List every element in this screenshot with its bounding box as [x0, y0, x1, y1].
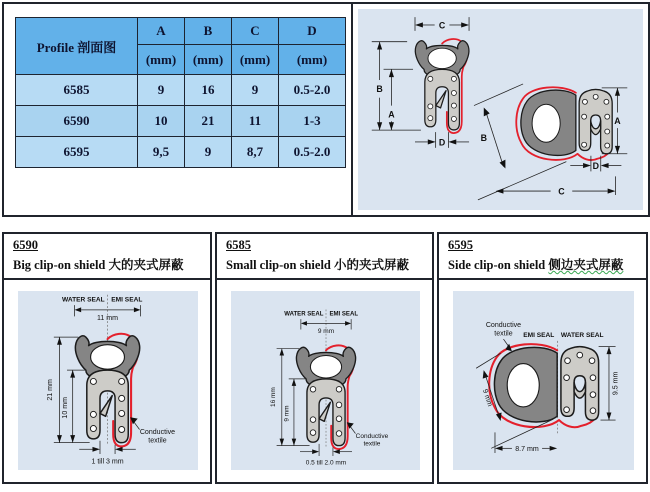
svg-text:textile: textile [148, 437, 167, 445]
profile-code: 6595 [448, 238, 473, 252]
dim-bottom-width [495, 432, 557, 453]
profile-dimensions-table [15, 17, 346, 168]
profile-header-cell: Profile 剖面图 [16, 18, 138, 75]
svg-text:D: D [438, 137, 446, 148]
overview-diagram-area [353, 4, 648, 215]
water-seal-label: WATER SEAL [284, 311, 324, 318]
dim-a-left [384, 69, 413, 130]
profile-id: 6590 [16, 106, 138, 137]
conductive-textile-callout [347, 422, 389, 447]
panel-6590-header [4, 234, 210, 280]
value-c: 8,7 [232, 137, 279, 168]
dim-inner-height [284, 379, 306, 446]
svg-text:B: B [376, 83, 383, 94]
conductive-textile-callout [486, 322, 521, 351]
emi-seal-label: EMI SEAL [523, 332, 555, 340]
profiles-overview-diagram [358, 9, 643, 210]
svg-text:C: C [558, 186, 565, 197]
svg-text:21 mm: 21 mm [46, 379, 54, 401]
svg-text:Conductive: Conductive [485, 321, 522, 329]
value-d: 1-3 [279, 106, 346, 137]
panel-6585 [215, 232, 434, 484]
value-c: 11 [232, 106, 279, 137]
diagram-6585 [231, 291, 420, 470]
svg-text:Conductive: Conductive [355, 432, 389, 440]
dim-d-bottom-right [570, 156, 621, 172]
profile-id: 6595 [16, 137, 138, 168]
clip-profile-cross-section [415, 39, 469, 133]
unit-cell: (mm) [185, 45, 232, 75]
svg-text:Conductive: Conductive [139, 429, 176, 437]
table-row [16, 75, 346, 106]
profile-code: 6585 [226, 238, 251, 252]
profile-code: 6590 [13, 238, 38, 252]
value-b: 9 [185, 137, 232, 168]
svg-text:A: A [614, 116, 621, 127]
panel-6590 [2, 232, 212, 484]
conductive-textile-callout [130, 417, 175, 444]
dim-b-left [372, 42, 421, 130]
svg-text:1 till 3 mm: 1 till 3 mm [91, 458, 124, 466]
col-header-d: D [279, 18, 346, 45]
value-d: 0.5-2.0 [279, 137, 346, 168]
profile-title: Big clip-on shield 大的夹式屏蔽 [13, 258, 184, 272]
dim-d-bottom [415, 132, 469, 148]
water-seal-label: WATER SEAL [62, 296, 105, 304]
svg-text:16 mm: 16 mm [269, 387, 277, 408]
panel-6595-header [439, 234, 646, 280]
diagram-6595 [453, 291, 634, 470]
value-b: 21 [185, 106, 232, 137]
panel-6595-body [439, 282, 646, 482]
value-d: 0.5-2.0 [279, 75, 346, 106]
svg-text:textile: textile [494, 330, 513, 338]
value-a: 9 [138, 75, 185, 106]
emi-seal-label: EMI SEAL [329, 311, 359, 318]
table-header-row [16, 18, 346, 45]
panel-6585-header [217, 234, 432, 280]
panel-6585-body [217, 282, 432, 482]
svg-text:8.7 mm: 8.7 mm [515, 446, 539, 454]
svg-text:10 mm: 10 mm [62, 397, 70, 419]
svg-text:C: C [438, 20, 446, 31]
dim-c-bottom [496, 176, 616, 196]
value-a: 10 [138, 106, 185, 137]
unit-cell: (mm) [279, 45, 346, 75]
col-header-a: A [138, 18, 185, 45]
water-seal-label: WATER SEAL [560, 332, 604, 340]
clip-profile [296, 345, 355, 449]
dim-right-height [599, 347, 620, 420]
profile-title: Side clip-on shield 侧边夹式屏蔽 [448, 258, 624, 272]
table-row [16, 137, 346, 168]
table-row [16, 106, 346, 137]
unit-cell: (mm) [138, 45, 185, 75]
svg-text:textile: textile [363, 440, 381, 448]
side-clip-profile-cross-section [516, 87, 612, 160]
value-b: 16 [185, 75, 232, 106]
svg-text:A: A [388, 109, 395, 120]
dim-inner-height [62, 370, 86, 443]
svg-text:11 mm: 11 mm [97, 315, 119, 323]
svg-text:D: D [592, 160, 600, 171]
top-section [2, 2, 650, 217]
emi-seal-label: EMI SEAL [111, 296, 143, 304]
diagram-6590 [18, 291, 198, 470]
value-a: 9,5 [138, 137, 185, 168]
svg-text:9 mm: 9 mm [283, 405, 291, 422]
svg-text:0.5 till 2.0 mm: 0.5 till 2.0 mm [305, 459, 347, 467]
svg-text:9 mm: 9 mm [480, 388, 494, 408]
unit-cell: (mm) [232, 45, 279, 75]
svg-text:9 mm: 9 mm [317, 327, 335, 335]
panel-6590-body [4, 282, 210, 482]
dim-c-top [415, 17, 469, 31]
col-header-c: C [232, 18, 279, 45]
svg-text:B: B [480, 132, 487, 143]
profile-id: 6585 [16, 75, 138, 106]
dimension-table-area [4, 4, 353, 215]
svg-text:9.5 mm: 9.5 mm [612, 371, 620, 396]
profile-title: Small clip-on shield 小的夹式屏蔽 [226, 258, 410, 272]
clip-profile [75, 334, 139, 447]
col-header-b: B [185, 18, 232, 45]
panel-6595 [437, 232, 648, 484]
side-clip-profile [489, 344, 598, 427]
value-c: 9 [232, 75, 279, 106]
